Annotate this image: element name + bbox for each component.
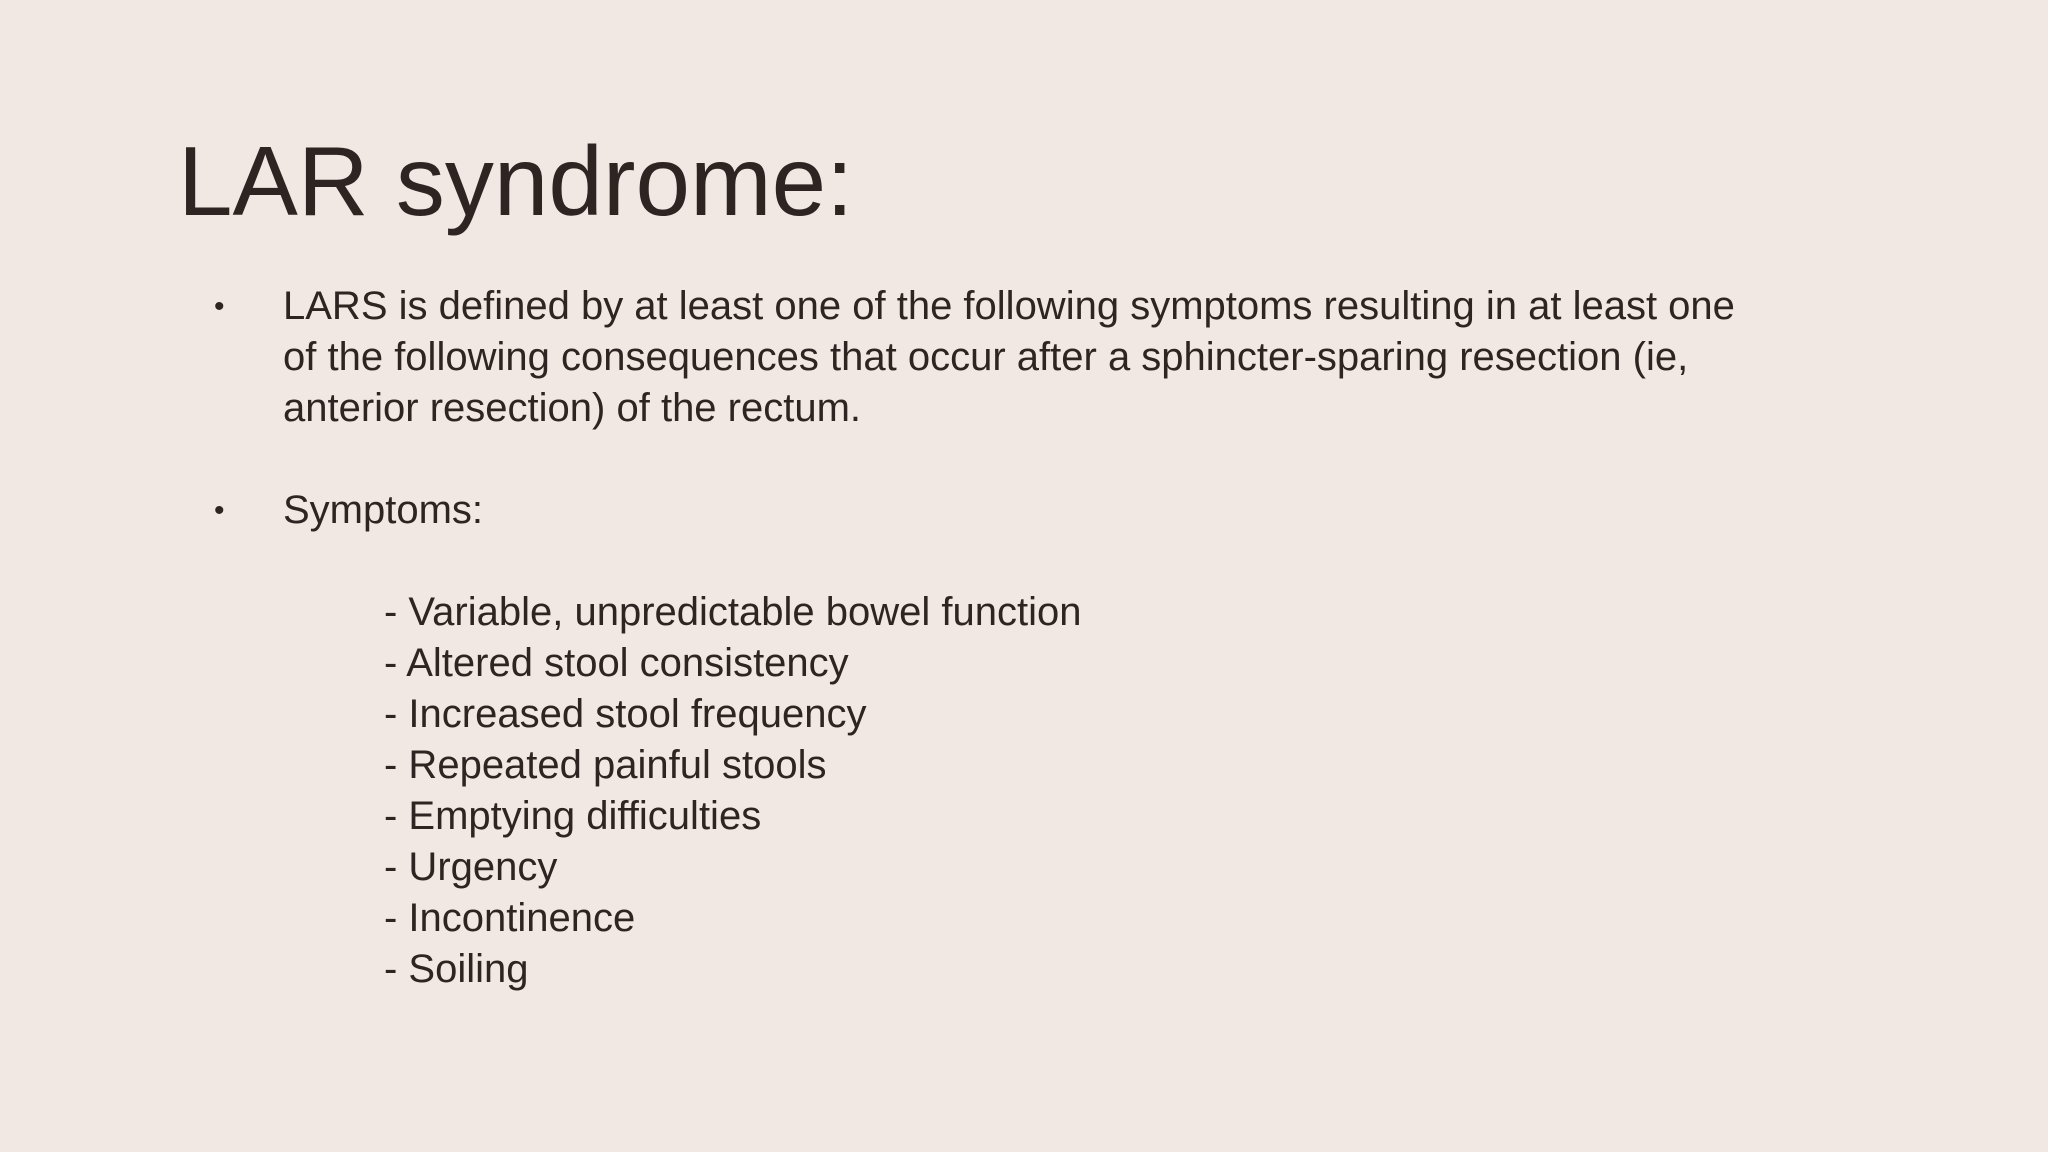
slide-title: LAR syndrome: <box>178 126 854 236</box>
symptom-item: - Incontinence <box>384 896 636 940</box>
definition-line: anterior resection) of the rectum. <box>283 386 862 430</box>
symptoms-heading: Symptoms: <box>283 488 484 532</box>
symptom-item: - Soiling <box>384 947 529 991</box>
bullet-marker: • <box>214 290 225 323</box>
symptom-item: - Urgency <box>384 845 558 889</box>
bullet-definition <box>283 281 1853 434</box>
symptom-item: - Emptying difficulties <box>384 794 762 838</box>
definition-line: LARS is defined by at least one of the following symptoms resulting in at least one <box>283 284 1735 328</box>
symptom-item: - Repeated painful stools <box>384 743 827 787</box>
bullet-marker: • <box>214 494 225 527</box>
symptom-item: - Variable, unpredictable bowel function <box>384 590 1082 634</box>
symptom-item: - Increased stool frequency <box>384 692 867 736</box>
definition-line: of the following consequences that occur after a sphincter-sparing resection (ie, <box>283 335 1689 379</box>
symptom-list <box>384 587 1081 995</box>
bullet-symptoms-heading <box>283 485 1853 536</box>
symptom-item: - Altered stool consistency <box>384 641 849 685</box>
